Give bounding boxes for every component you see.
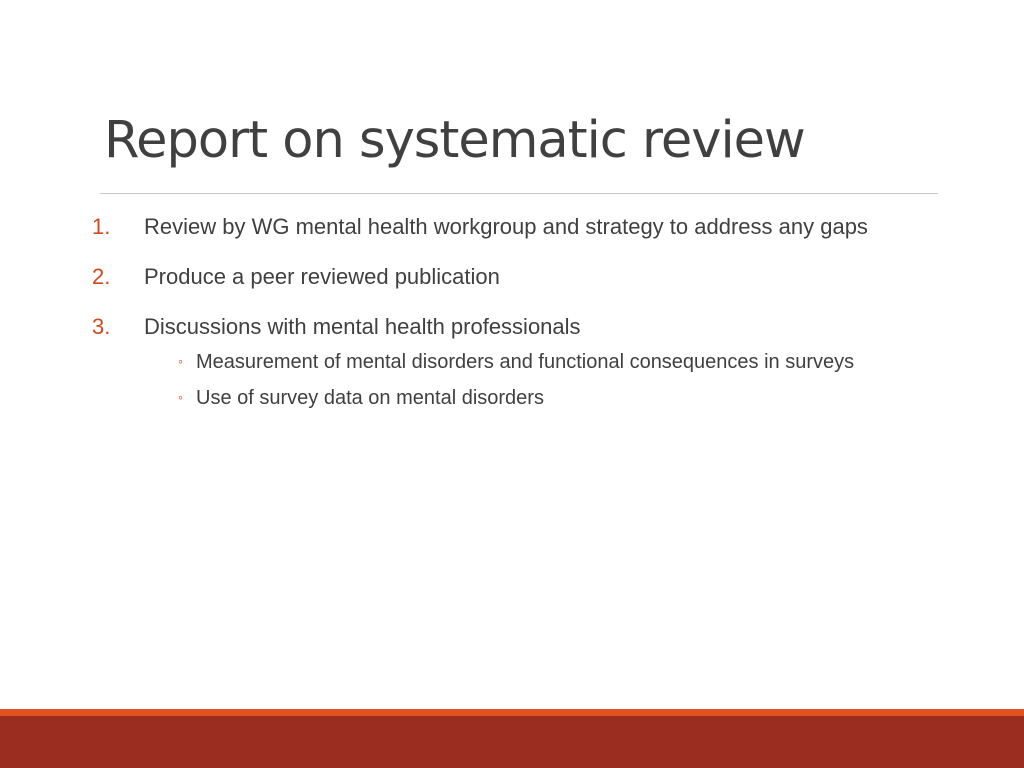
circle-bullet-icon: ◦ [178,353,183,369]
list-number: 3. [92,314,111,339]
list-number: 2. [92,264,111,289]
list-number: 1. [92,214,111,239]
sub-list-item-text: Use of survey data on mental disorders [196,387,544,409]
sub-list-item-text: Measurement of mental disorders and functional consequences in surveys [196,351,855,373]
footer-accent-bar [0,709,1024,716]
list-item-text: Review by WG mental health workgroup and strategy to address any gaps [144,214,868,239]
list-item-1 [92,212,938,242]
slide-title: Report on systematic review [104,111,805,170]
list-item-body [144,312,938,412]
title-divider [100,193,938,194]
list-item-text: Produce a peer reviewed publication [144,264,500,289]
list-item-3 [92,312,938,412]
list-item-2 [92,262,938,292]
footer-bar [0,716,1024,768]
sub-list-item-1 [144,348,938,376]
slide-content [92,212,938,412]
sub-list [144,348,938,412]
sub-list-item-2 [144,384,938,412]
circle-bullet-icon: ◦ [178,389,183,405]
list-item-text: Discussions with mental health professionals [144,314,581,339]
